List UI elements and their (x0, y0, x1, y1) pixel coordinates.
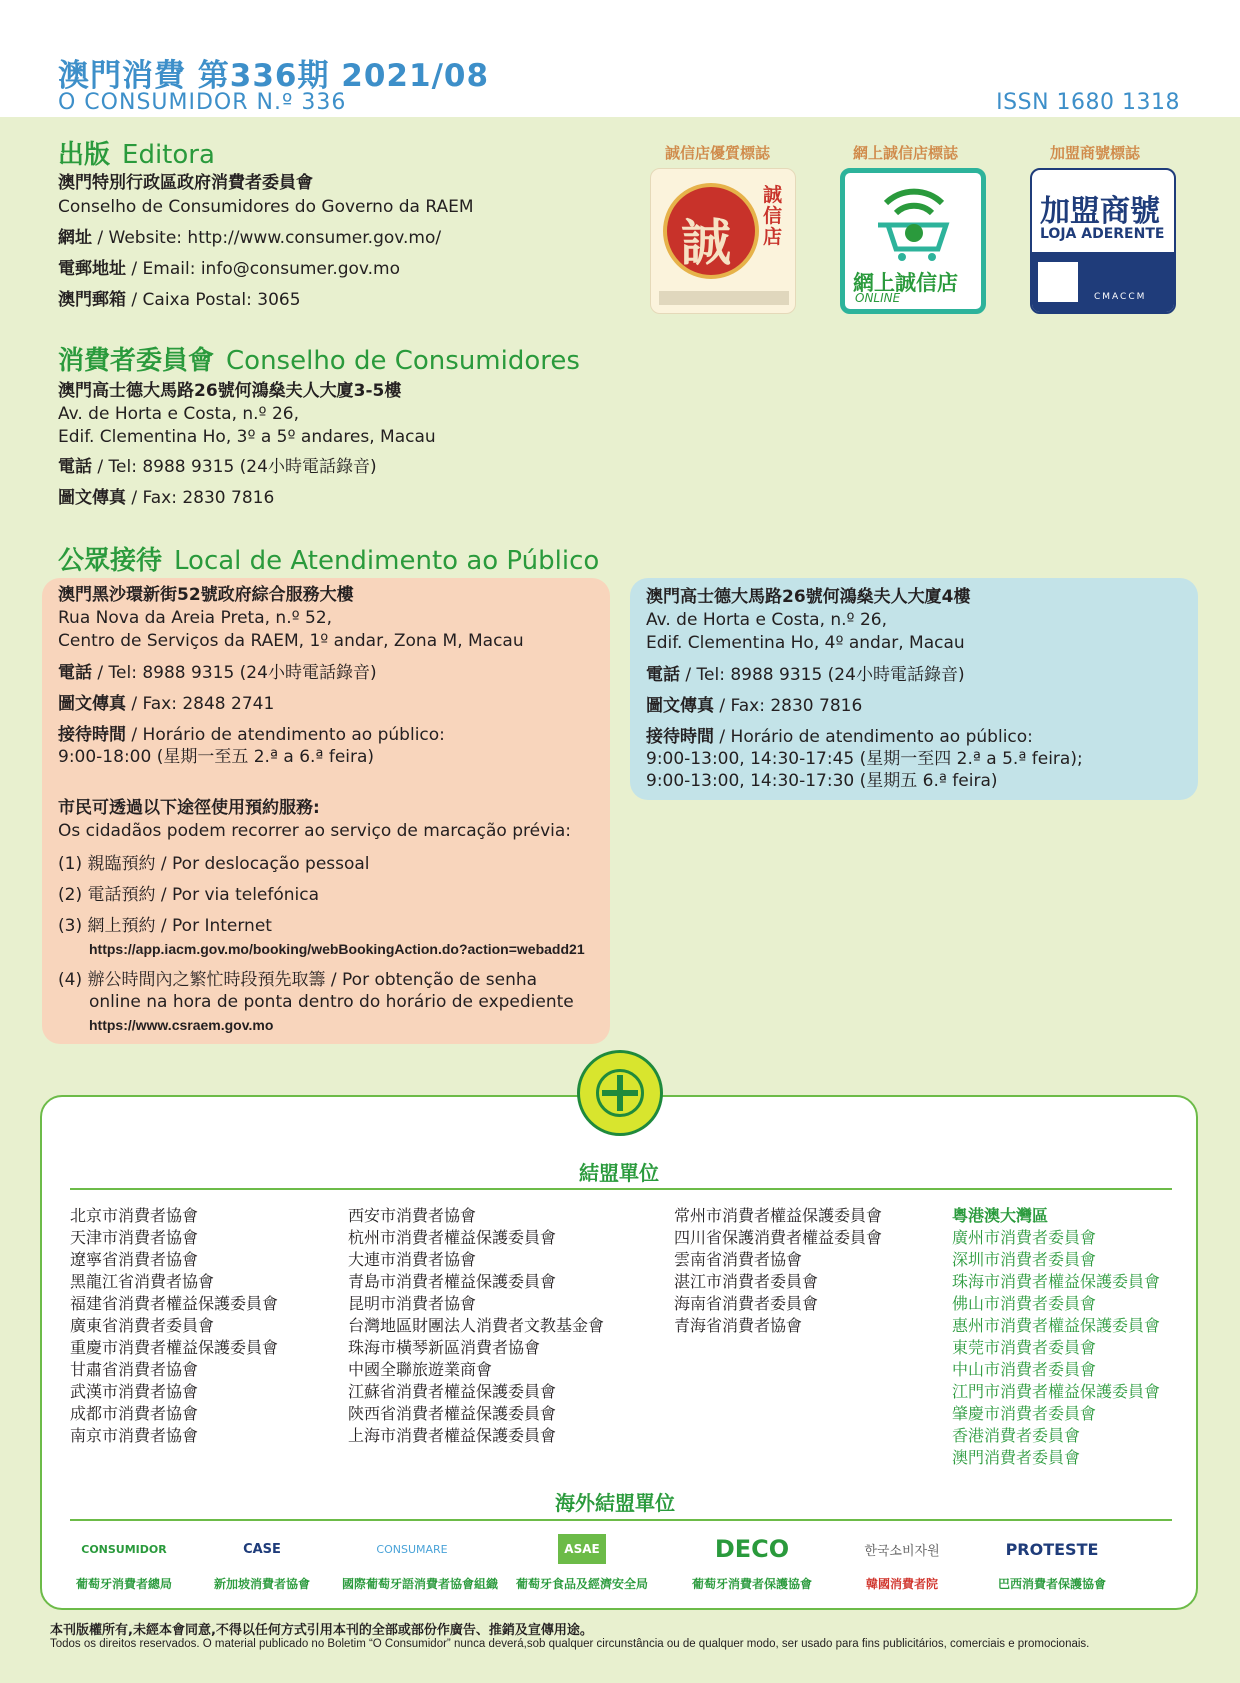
copyright-zh: 本刊版權所有,未經本會同意,不得以任何方式引用本刊的全部或部份作廣告、推銷及宣傳用途。 (50, 1623, 593, 1638)
members-column-1 (70, 1205, 278, 1447)
email-link[interactable]: / Email: info@consumer.gov.mo (126, 259, 401, 279)
email-line: 電郵地址 / Email: info@consumer.gov.mo (58, 259, 401, 279)
right-tel: 電話 / Tel: 8988 9315 (24小時電話錄音) (646, 665, 965, 685)
overseas-org (512, 1527, 652, 1592)
member-item: 上海市消費者權益保護委員會 (348, 1426, 557, 1445)
greater-bay-area-heading: 粵港澳大灣區 (952, 1206, 1049, 1225)
overseas-org (54, 1527, 194, 1592)
member-item: 香港消費者委員會 (952, 1426, 1081, 1445)
right-hours-1: 9:00-13:00, 14:30-17:45 (星期一至四 2.ª a 5.ª feira); (646, 749, 1083, 769)
public-heading: 公眾接待 Local de Atendimento ao Público (58, 546, 600, 576)
copyright-pt: Todos os direitos reservados. O material publicado no Boletim “O Consumidor” nunca deverá,sob qualquer circunstância ou de qualquer modo, ser usado para fins publicitários, comerciais e promocionais. (50, 1638, 1090, 1650)
member-item: 杭州市消費者權益保護委員會 (348, 1228, 557, 1247)
member-item: 佛山市消費者委員會 (952, 1294, 1097, 1313)
member-item: 廣州市消費者委員會 (952, 1228, 1097, 1247)
council-address-zh: 澳門高士德大馬路26號何鴻燊夫人大廈3-5樓 (58, 381, 402, 401)
council-address-pt-2: Edif. Clementina Ho, 3º a 5º andares, Macau (58, 427, 436, 447)
org-caption: 巴西消費者保護協會 (997, 1577, 1106, 1591)
editora-org-zh: 澳門特別行政區政府消費者委員會 (58, 173, 313, 193)
org-logo: CONSUMARE (376, 1542, 448, 1556)
member-item: 海南省消費者委員會 (674, 1294, 819, 1313)
overseas-org (342, 1527, 499, 1592)
member-item: 江門市消費者權益保護委員會 (952, 1382, 1161, 1401)
org-logo: CONSUMIDOR (81, 1542, 167, 1556)
badge-caption-member: 加盟商號標誌 (1050, 144, 1141, 162)
council-fax: 圖文傳真 / Fax: 2830 7816 (58, 488, 275, 508)
member-item: 陝西省消費者權益保護委員會 (348, 1404, 557, 1423)
online-shop-badge: 網上誠信店 ONLINE (840, 168, 986, 314)
masthead (0, 0, 1240, 117)
member-item: 常州市消費者權益保護委員會 (674, 1206, 883, 1225)
overseas-org (982, 1527, 1122, 1592)
member-item: 昆明市消費者協會 (348, 1294, 477, 1313)
member-item: 青島市消費者權益保護委員會 (348, 1272, 557, 1291)
quality-shop-badge: 誠 誠信店 (650, 168, 796, 314)
left-hours-1: 9:00-18:00 (星期一至五 2.ª a 6.ª feira) (58, 747, 375, 767)
council-tel: 電話 / Tel: 8988 9315 (24小時電話錄音) (58, 457, 377, 477)
booking-item-4-cont: online na hora de ponta dentro do horário de expediente (89, 992, 574, 1012)
org-logo: DECO (714, 1535, 790, 1563)
members-column-4 (952, 1205, 1160, 1469)
org-logo: PROTESTE (1005, 1539, 1099, 1559)
member-item: 重慶市消費者權益保護委員會 (70, 1338, 279, 1357)
editora-org-pt: Conselho de Consumidores do Governo da RAEM (58, 197, 474, 217)
member-item: 中國全聯旅遊業商會 (348, 1360, 493, 1379)
booking-url-1[interactable]: https://app.iacm.gov.mo/booking/webBookingAction.do?action=webadd21 (89, 941, 585, 957)
member-item: 雲南省消費者協會 (674, 1250, 803, 1269)
members-title: 結盟單位 (579, 1161, 659, 1185)
member-item: 天津市消費者協會 (70, 1228, 199, 1247)
org-caption: 韓國消費者院 (865, 1577, 938, 1591)
booking-url-2[interactable]: https://www.csraem.gov.mo (89, 1017, 274, 1033)
booking-item-3: (3) 網上預約 / Por Internet (58, 916, 272, 936)
booking-item-2: (2) 電話預約 / Por via telefónica (58, 885, 320, 905)
org-caption: 國際葡萄牙語消費者協會組織 (342, 1577, 499, 1591)
member-item: 廣東省消費者委員會 (70, 1316, 215, 1335)
postal-line: 澳門郵箱 / Caixa Postal: 3065 (58, 290, 301, 310)
left-address-pt-1: Rua Nova da Areia Preta, n.º 52, (58, 608, 333, 628)
member-emblem-icon (577, 1050, 663, 1136)
editora-heading: 出版 Editora (58, 140, 215, 170)
member-item: 甘肅省消費者協會 (70, 1360, 199, 1379)
right-fax: 圖文傳真 / Fax: 2830 7816 (646, 696, 863, 716)
member-item: 東莞市消費者委員會 (952, 1338, 1097, 1357)
magazine-title: 澳門消費 第336期 2021/08 (58, 58, 490, 94)
council-heading: 消費者委員會 Conselho de Consumidores (58, 346, 580, 376)
issn: ISSN 1680 1318 (996, 90, 1180, 115)
member-item: 珠海市消費者權益保護委員會 (952, 1272, 1161, 1291)
member-item: 黑龍江省消費者協會 (70, 1272, 215, 1291)
member-organizations (40, 1095, 1198, 1610)
member-item: 江蘇省消費者權益保護委員會 (348, 1382, 557, 1401)
right-hours-label: 接待時間 / Horário de atendimento ao público: (646, 727, 1033, 747)
left-fax: 圖文傳真 / Fax: 2848 2741 (58, 694, 275, 714)
certification-badges (650, 142, 1190, 322)
member-item: 惠州市消費者權益保護委員會 (952, 1316, 1161, 1335)
council-address-pt-1: Av. de Horta e Costa, n.º 26, (58, 404, 300, 424)
member-item: 遼寧省消費者協會 (70, 1250, 199, 1269)
left-tel: 電話 / Tel: 8988 9315 (24小時電話錄音) (58, 663, 377, 683)
org-logo: CASE (243, 1541, 281, 1557)
member-item: 青海省消費者協會 (674, 1316, 803, 1335)
overseas-org (192, 1527, 332, 1592)
member-item: 台灣地區財團法人消費者文教基金會 (348, 1316, 605, 1335)
member-item: 成都市消費者協會 (70, 1404, 199, 1423)
website-line: 網址 / Website: http://www.consumer.gov.mo/ (58, 228, 442, 248)
member-item: 北京市消費者協會 (70, 1206, 199, 1225)
left-address-pt-2: Centro de Serviços da RAEM, 1º andar, Zona M, Macau (58, 631, 524, 651)
magazine-subtitle: O CONSUMIDOR N.º 336 (58, 90, 347, 115)
booking-heading-pt: Os cidadãos podem recorrer ao serviço de marcação prévia: (58, 821, 572, 841)
right-address-pt-2: Edif. Clementina Ho, 4º andar, Macau (646, 633, 965, 653)
org-caption: 葡萄牙消費者保護協會 (691, 1577, 812, 1591)
org-caption: 葡萄牙食品及經濟安全局 (515, 1577, 648, 1591)
wifi-cart-icon (872, 181, 956, 261)
member-item: 湛江市消費者委員會 (674, 1272, 819, 1291)
member-item: 澳門消費者委員會 (952, 1448, 1081, 1467)
members-column-3 (674, 1205, 882, 1337)
right-address-pt-1: Av. de Horta e Costa, n.º 26, (646, 610, 888, 630)
member-item: 南京市消費者協會 (70, 1426, 199, 1445)
overseas-title: 海外結盟單位 (555, 1491, 675, 1515)
member-item: 西安市消費者協會 (348, 1206, 477, 1225)
booking-item-4: (4) 辦公時間內之繁忙時段預先取籌 / Por obtenção de senha (58, 970, 538, 990)
member-item: 中山市消費者委員會 (952, 1360, 1097, 1379)
badge-caption-quality: 誠信店優質標誌 (665, 144, 771, 162)
members-column-2 (348, 1205, 604, 1447)
member-item: 肇慶市消費者委員會 (952, 1404, 1097, 1423)
left-address-zh: 澳門黑沙環新街52號政府綜合服務大樓 (58, 585, 354, 605)
member-item: 四川省保護消費者權益委員會 (674, 1228, 883, 1247)
overseas-org (832, 1527, 972, 1592)
booking-item-1: (1) 親臨預約 / Por deslocação pessoal (58, 854, 370, 874)
booking-heading-zh: 市民可透過以下途徑使用預約服務: (58, 798, 320, 818)
member-shop-badge: 加盟商號 LOJA ADERENTE CMACCM (1030, 168, 1176, 314)
member-item: 武漢市消費者協會 (70, 1382, 199, 1401)
scale-icon (1038, 262, 1078, 302)
member-item: 深圳市消費者委員會 (952, 1250, 1097, 1269)
org-caption: 葡萄牙消費者總局 (75, 1577, 172, 1591)
member-item: 大連市消費者協會 (348, 1250, 477, 1269)
overseas-org (682, 1527, 822, 1592)
right-hours-2: 9:00-13:00, 14:30-17:30 (星期五 6.ª feira) (646, 771, 998, 791)
member-item: 珠海市橫琴新區消費者協會 (348, 1338, 541, 1357)
org-logo: ASAE (512, 1527, 652, 1571)
left-hours-label: 接待時間 / Horário de atendimento ao público: (58, 725, 445, 745)
website-link[interactable]: / Website: http://www.consumer.gov.mo/ (92, 228, 442, 248)
right-address-zh: 澳門高士德大馬路26號何鴻燊夫人大廈4樓 (646, 587, 971, 607)
member-item: 福建省消費者權益保護委員會 (70, 1294, 279, 1313)
badge-caption-online: 網上誠信店標誌 (853, 144, 959, 162)
org-logo: 한국소비자원 (864, 1543, 940, 1559)
org-caption: 新加坡消費者協會 (213, 1577, 310, 1591)
